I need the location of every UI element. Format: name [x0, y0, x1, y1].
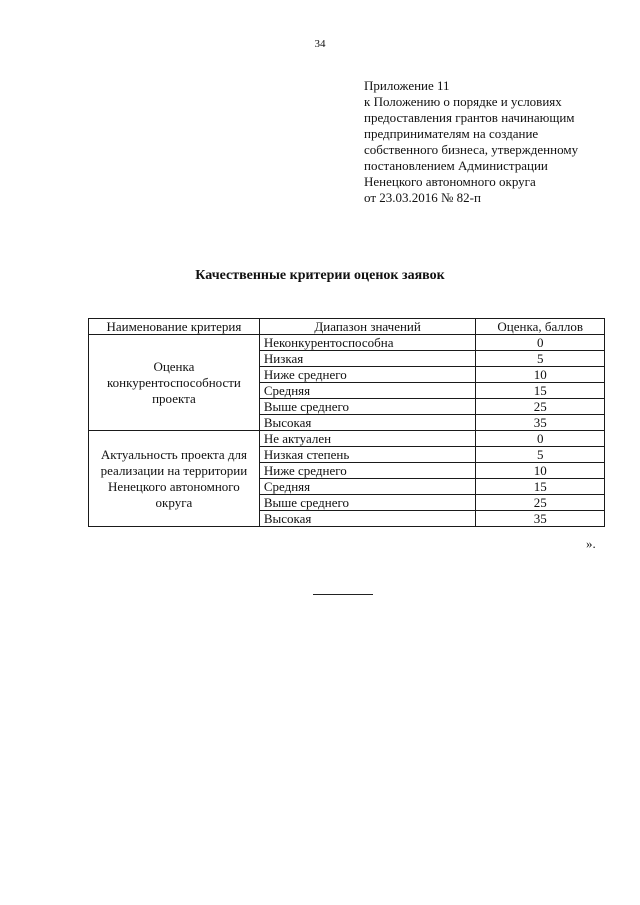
appendix-line: Приложение 11: [364, 78, 450, 93]
appendix-line: постановлением Администрации: [364, 158, 548, 173]
range-cell: Выше среднего: [259, 399, 476, 415]
score-cell: 10: [476, 367, 605, 383]
range-cell: Ниже среднего: [259, 463, 476, 479]
appendix-reference: [364, 78, 614, 206]
score-cell: 0: [476, 431, 605, 447]
score-cell: 25: [476, 399, 605, 415]
criterion-name: Актуальность проекта для реализации на территории Ненецкого автономного округа: [89, 431, 260, 527]
table-row: [89, 431, 605, 447]
header-score: Оценка, баллов: [476, 319, 605, 335]
score-cell: 35: [476, 511, 605, 527]
appendix-line: предпринимателям на создание: [364, 126, 539, 141]
score-cell: 15: [476, 479, 605, 495]
range-cell: Высокая: [259, 415, 476, 431]
table-header-row: [89, 319, 605, 335]
score-cell: 0: [476, 335, 605, 351]
score-cell: 5: [476, 447, 605, 463]
header-criterion-name: Наименование критерия: [89, 319, 260, 335]
range-cell: Средняя: [259, 383, 476, 399]
appendix-line: Ненецкого автономного округа: [364, 174, 536, 189]
closing-quote-mark: ».: [586, 536, 596, 551]
score-cell: 10: [476, 463, 605, 479]
score-cell: 15: [476, 383, 605, 399]
score-cell: 25: [476, 495, 605, 511]
appendix-line: к Положению о порядке и условиях: [364, 94, 562, 109]
table-row: [89, 335, 605, 351]
score-cell: 5: [476, 351, 605, 367]
criterion-name: Оценка конкурентоспособности проекта: [89, 335, 260, 431]
appendix-line: от 23.03.2016 № 82-п: [364, 190, 481, 205]
range-cell: Низкая степень: [259, 447, 476, 463]
range-cell: Не актуален: [259, 431, 476, 447]
appendix-line: собственного бизнеса, утвержденному: [364, 142, 579, 157]
range-cell: Высокая: [259, 511, 476, 527]
range-cell: Ниже среднего: [259, 367, 476, 383]
range-cell: Неконкурентоспособна: [259, 335, 476, 351]
range-cell: Низкая: [259, 351, 476, 367]
header-value-range: Диапазон значений: [259, 319, 476, 335]
range-cell: Выше среднего: [259, 495, 476, 511]
end-divider-line: [313, 594, 373, 595]
score-cell: 35: [476, 415, 605, 431]
criteria-table: [88, 318, 605, 527]
appendix-line: предоставления грантов начинающим: [364, 110, 575, 125]
page-number: 34: [314, 38, 326, 50]
range-cell: Средняя: [259, 479, 476, 495]
document-title: Качественные критерии оценок заявок: [195, 268, 445, 283]
